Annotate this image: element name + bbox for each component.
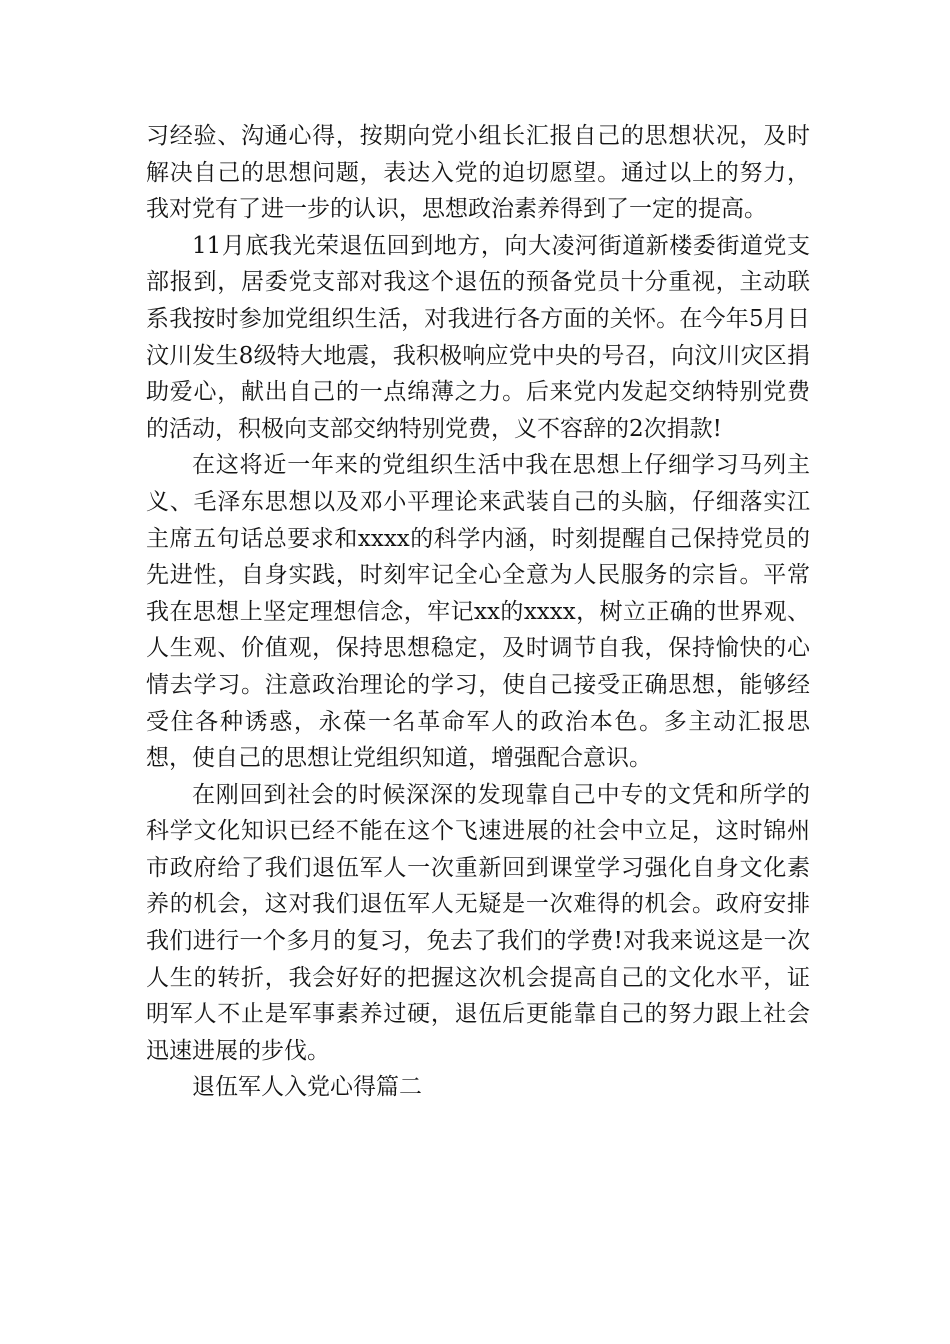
paragraph-continued: 习经验、沟通心得，按期向党小组长汇报自己的思想状况，及时解决自己的思想问题，表达入党的迫切愿望。通过以上的努力，我对党有了进一步的认识，思想政治素养得到了一定的提高。 — [146, 123, 810, 223]
paragraph-discharge: 11月底我光荣退伍回到地方，向大凌河街道新楼委街道党支部报到，居委党支部对我这个退伍的预备党员十分重视，主动联系我按时参加党组织生活，对我进行各方面的关怀。在今年5月日汶川发生8级特大地震，我积极响应党中央的号召，向汶川灾区捐助爱心，献出自己的一点绵薄之力。后来党内发起交纳特别党费的活动，积极向支部交纳特别党费，义不容辞的2次捐款! — [146, 232, 810, 442]
section-heading: 退伍军人入党心得篇二 — [192, 1074, 422, 1101]
paragraph-return-to-society: 在刚回到社会的时候深深的发现靠自己中专的文凭和所学的科学文化知识已经不能在这个飞速进展的社会中立足，这时锦州市政府给了我们退伍军人一次重新回到课堂学习强化自身文化素养的机会，这对我们退伍军人无疑是一次难得的机会。政府安排我们进行一个多月的复习，免去了我们的学费!对我来说这是一次人生的转折，我会好好的把握这次机会提高自己的文化水平，证明军人不止是军事素养过硬，退伍后更能靠自己的努力跟上社会迅速进展的步伐。 — [146, 781, 810, 1064]
document-body — [146, 118, 810, 1106]
paragraph-party-life: 在这将近一年来的党组织生活中我在思想上仔细学习马列主义、毛泽东思想以及邓小平理论来武装自己的头脑，仔细落实江主席五句话总要求和xxxx的科学内涵，时刻提醒自己保持党员的先进性，自身实践，时刻牢记全心全意为人民服务的宗旨。平常我在思想上坚定理想信念，牢记xx的xxxx，树立正确的世界观、人生观、价值观，保持思想稳定，及时调节自我，保持愉快的心情去学习。注意政治理论的学习，使自己接受正确思想，能够经受住各种诱惑，永葆一名革命军人的政治本色。多主动汇报思想，使自己的思想让党组织知道，增强配合意识。 — [146, 452, 810, 772]
